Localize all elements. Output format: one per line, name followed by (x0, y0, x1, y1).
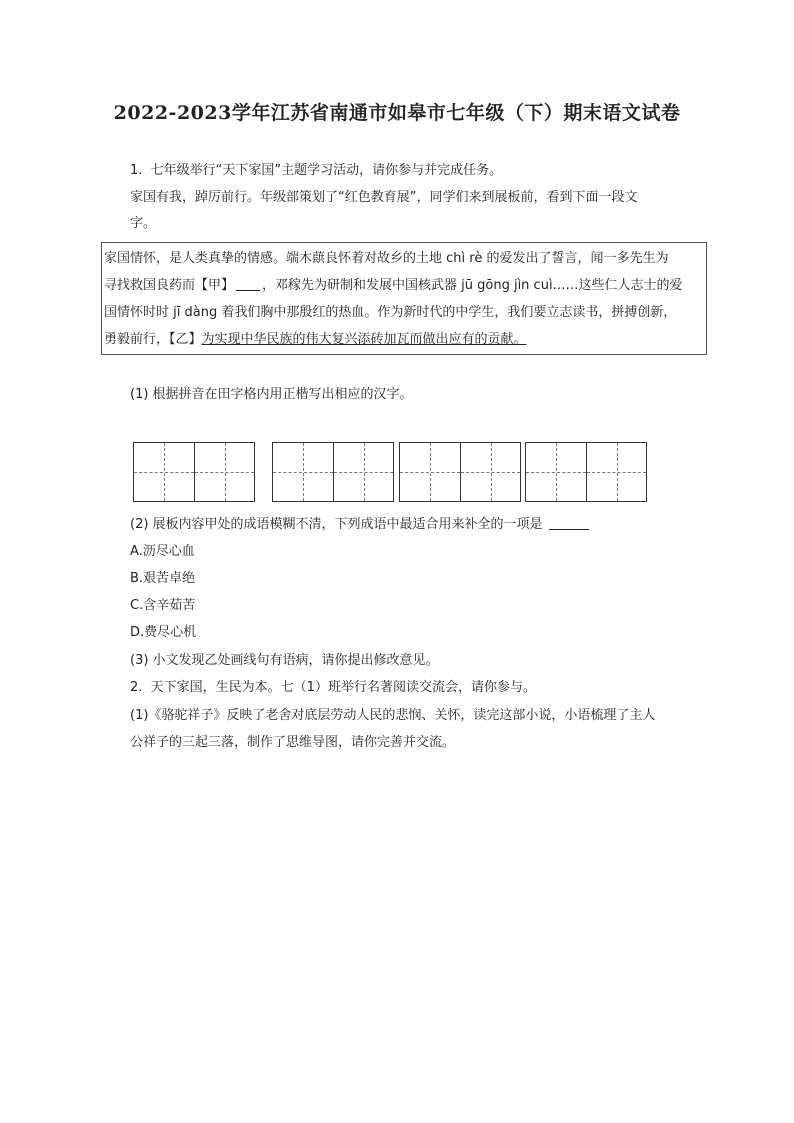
passage-line-2-end: ，邓稼先为研制和发展中国核武器 jū gōng jìn cuì……这些仁人志士的爱 (262, 278, 683, 293)
grid-cell[interactable] (400, 443, 460, 501)
option-a[interactable]: A.沥尽心血 (130, 544, 195, 559)
tianzige-jidang[interactable] (525, 442, 647, 502)
exam-title: 2022-2023学年江苏省南通市如皋市七年级（下）期末语文试卷 (113, 102, 681, 124)
sub-question-2-1-line-1: (1)《骆驼祥子》反映了老舍对底层劳动人民的悲悯、关怀，读完这部小说，小语梳理了主人 (130, 708, 656, 723)
option-c[interactable]: C.含辛茹苦 (130, 598, 196, 613)
tianzige-chire[interactable] (133, 442, 255, 502)
passage-line-4-start: 勇毅前行，【乙】 (104, 332, 202, 347)
sub-question-2-1-line-2: 公祥子的三起三落，制作了思维导图，请你完善并交流。 (130, 735, 456, 750)
grid-cell[interactable] (194, 443, 254, 501)
passage-line-2-start: 寻找救国良药而【甲】 (104, 278, 235, 293)
passage-box (101, 242, 707, 355)
question-1-text: 七年级举行“天下家国”主题学习活动，请你参与并完成任务。 (150, 163, 503, 178)
tianzige-jugongjincui-part2[interactable] (399, 442, 521, 502)
blank-jia[interactable] (236, 276, 260, 291)
writing-grids (0, 442, 794, 504)
grid-cell[interactable] (526, 443, 586, 501)
passage-line-1: 家国情怀，是人类真挚的情感。端木蕻良怀着对故乡的土地 chì rè 的爱发出了誓言，闻一多先生为 (104, 251, 669, 266)
tianzige-jugongjincui-part1[interactable] (272, 442, 394, 502)
grid-cell[interactable] (586, 443, 646, 501)
passage-line-2 (104, 272, 704, 299)
grid-cell[interactable] (273, 443, 333, 501)
passage-line-4 (104, 326, 704, 353)
sub-question-1-1: (1) 根据拼音在田字格内用正楷写出相应的汉字。 (130, 387, 413, 402)
question-1-stem (130, 161, 502, 181)
question-1-number: 1. (130, 163, 143, 178)
question-2-stem (130, 678, 536, 698)
sub-question-1-2-text: (2) 展板内容甲处的成语模糊不清，下列成语中最适合用来补全的一项是 (130, 517, 543, 532)
question-2-number: 2. (130, 680, 143, 695)
passage-line-3: 国情怀时时 jī dàng 着我们胸中那殷红的热血。作为新时代的中学生，我们要立志读书，拼搏创新， (104, 305, 677, 320)
sub-question-1-2 (130, 515, 589, 535)
question-1-intro-line-2: 字。 (130, 216, 157, 231)
question-1-intro-line-1: 家国有我，踔厉前行。年级部策划了“红色教育展”，同学们来到展板前，看到下面一段文 (130, 190, 638, 205)
answer-blank[interactable] (549, 515, 589, 530)
sub-question-1-3: (3) 小文发现乙处画线句有语病，请你提出修改意见。 (130, 653, 439, 668)
grid-cell[interactable] (333, 443, 393, 501)
grid-cell[interactable] (134, 443, 194, 501)
option-d[interactable]: D.费尽心机 (130, 625, 197, 640)
question-2-text: 天下家国，生民为本。七（1）班举行名著阅读交流会，请你参与。 (150, 680, 536, 695)
underlined-sentence-yi: 为实现中华民族的伟大复兴添砖加瓦而做出应有的贡献。 (201, 332, 527, 347)
grid-cell[interactable] (460, 443, 520, 501)
option-b[interactable]: B.艰苦卓绝 (130, 571, 196, 586)
